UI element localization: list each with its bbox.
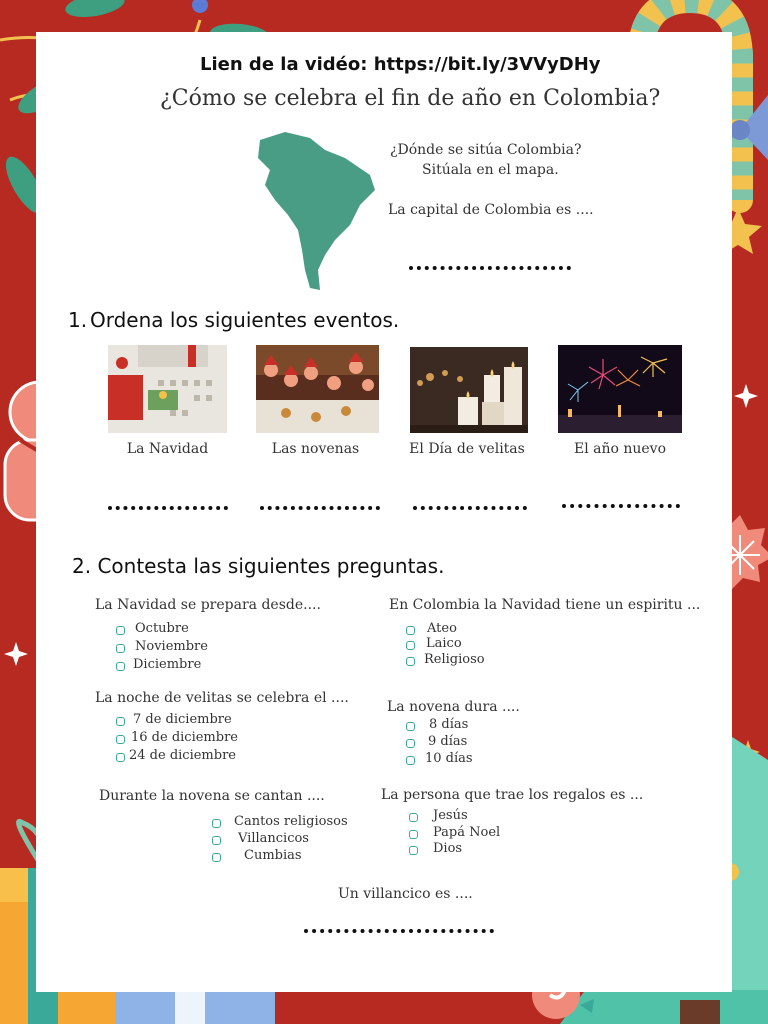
option-label: Ateo — [427, 621, 457, 636]
event-label-1: La Navidad — [126, 441, 209, 457]
villancico-answer-line[interactable] — [304, 929, 494, 933]
option-label: 10 días — [425, 751, 473, 766]
checkbox[interactable] — [212, 853, 221, 862]
worksheet-sheet — [36, 32, 732, 992]
capital-prompt: La capital de Colombia es .... — [388, 202, 594, 218]
event-order-line-2[interactable] — [260, 506, 380, 510]
checkbox[interactable] — [409, 813, 418, 822]
checkbox[interactable] — [212, 836, 221, 845]
capital-answer-line[interactable] — [409, 266, 571, 270]
video-link[interactable]: Lien de la vidéo: https://bit.ly/3VVyDHy — [200, 54, 601, 75]
checkbox[interactable] — [406, 756, 415, 765]
final-prompt: Un villancico es .... — [338, 886, 473, 902]
event-label-3: El Día de velitas — [409, 441, 525, 457]
section1-number: 1. — [68, 308, 88, 332]
checkbox[interactable] — [406, 739, 415, 748]
section2-heading: 2. Contesta las siguientes preguntas. — [72, 554, 445, 578]
event-label-2: Las novenas — [271, 441, 360, 457]
option-label: Laico — [426, 636, 462, 651]
checkbox[interactable] — [116, 717, 125, 726]
checkbox[interactable] — [409, 830, 418, 839]
option-label: Cumbias — [244, 848, 302, 863]
checkbox[interactable] — [116, 626, 125, 635]
checkbox[interactable] — [406, 626, 415, 635]
family-celebration-photo — [256, 345, 379, 433]
question-6: La persona que trae los regalos es ... — [381, 787, 644, 803]
option-label: Diciembre — [133, 657, 202, 672]
event-label-4: El año nuevo — [573, 441, 667, 457]
question-4: La novena dura .... — [387, 699, 520, 715]
checkbox[interactable] — [116, 735, 125, 744]
candles-photo — [410, 347, 528, 433]
option-label: Papá Noel — [433, 825, 501, 840]
section1-heading: Ordena los siguientes eventos. — [90, 308, 400, 332]
checkbox[interactable] — [116, 753, 125, 762]
south-america-map[interactable] — [250, 130, 380, 295]
checkbox[interactable] — [409, 846, 418, 855]
question-3: La noche de velitas se celebra el .... — [95, 690, 349, 706]
option-label: 7 de diciembre — [133, 712, 232, 727]
checkbox[interactable] — [116, 662, 125, 671]
event-order-line-3[interactable] — [413, 506, 527, 510]
checkbox[interactable] — [406, 657, 415, 666]
event-order-line-1[interactable] — [108, 506, 228, 510]
option-label: Villancicos — [238, 831, 309, 846]
sparkle-icon — [4, 642, 28, 666]
sparkle-icon — [734, 384, 758, 408]
map-question-line2: Sitúala en el mapa. — [422, 162, 559, 178]
option-label: 9 días — [428, 734, 468, 749]
event-order-line-4[interactable] — [562, 504, 680, 508]
option-label: 8 días — [429, 717, 469, 732]
option-label: Jesús — [433, 808, 468, 823]
page-title: ¿Cómo se celebra el fin de año en Colombia? — [160, 86, 661, 111]
question-2: En Colombia la Navidad tiene un espiritu ... — [389, 597, 701, 613]
checkbox[interactable] — [406, 641, 415, 650]
option-label: Dios — [433, 841, 463, 856]
checkbox[interactable] — [116, 644, 125, 653]
option-label: Octubre — [135, 621, 189, 636]
option-label: Cantos religiosos — [234, 814, 348, 829]
fireworks-photo — [558, 345, 682, 433]
question-1: La Navidad se prepara desde.... — [95, 597, 321, 613]
option-label: 16 de diciembre — [131, 730, 238, 745]
option-label: Religioso — [424, 652, 485, 667]
calendar-gift-photo — [108, 345, 227, 433]
checkbox[interactable] — [212, 819, 221, 828]
question-5: Durante la novena se cantan .... — [99, 788, 325, 804]
option-label: 24 de diciembre — [129, 748, 236, 763]
checkbox[interactable] — [406, 722, 415, 731]
map-question-line1: ¿Dónde se sitúa Colombia? — [390, 142, 582, 158]
option-label: Noviembre — [135, 639, 208, 654]
